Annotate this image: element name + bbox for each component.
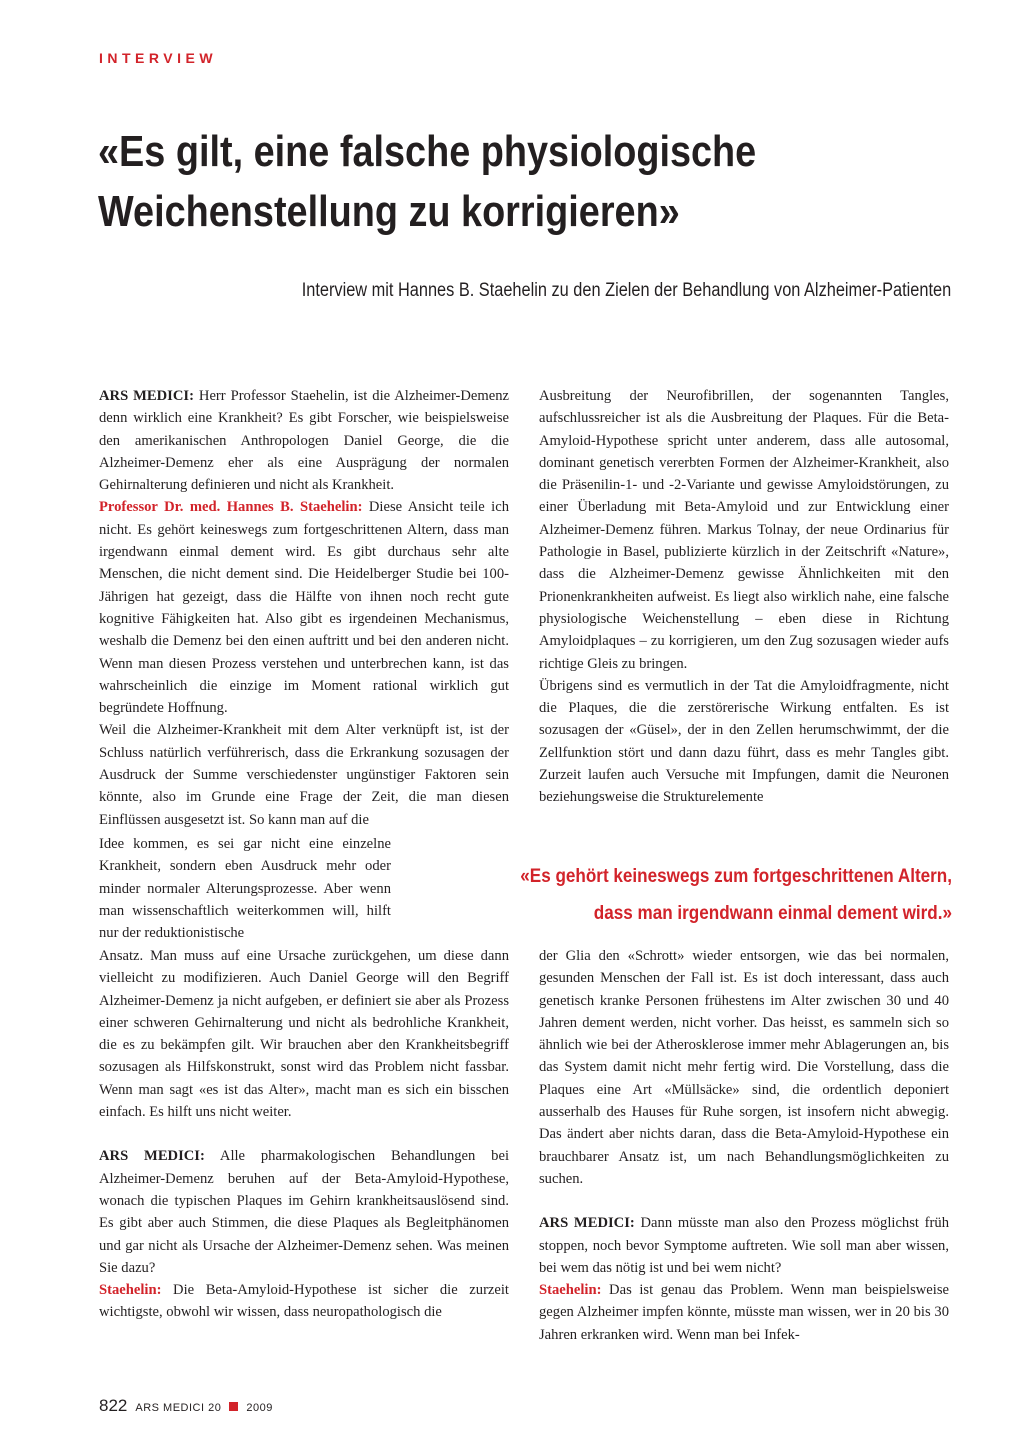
speaker-label-professor: Professor Dr. med. Hannes B. Staehelin: [99,499,363,516]
headline-line-2: Weichenstellung zu korrigieren» [98,187,680,236]
pull-quote-line-2: dass man irgendwann einmal dement wird.» [593,903,952,924]
red-square-icon [229,1402,238,1411]
left-column-top [99,385,509,831]
headline [98,122,855,242]
answer-2-text: Die Beta-Amyloid-Hypothese ist sicher die zurzeit wichtigste, obwohl wir wissen, dass neuropathologisch die [99,1282,509,1321]
pull-quote-line-1: «Es gehört keineswegs zum fortgeschrittenen Altern, [520,866,952,887]
issue-year: 2009 [246,1402,273,1414]
answer-3 [539,1279,949,1346]
speaker-label-staehelin: Staehelin: [99,1282,162,1299]
left-column-bottom [99,945,509,1324]
answer-3-text: Das ist genau das Problem. Wenn man beispielsweise gegen Alzheimer impfen könnte, müsste man wissen, wer in 20 bis 30 Jahren erkranken wird. Wenn man bei Infek- [539,1282,949,1343]
question-3-text: Dann müsste man also den Prozess möglichst früh stoppen, noch bevor Symptome auftreten. Wie soll man aber wissen, bei wem das nötig ist und bei wem nicht? [539,1215,950,1276]
speaker-label-ars-medici: ARS MEDICI: [99,1148,205,1165]
subtitle: Interview mit Hannes B. Staehelin zu den Zielen der Behandlung von Alzheimer-Patienten [301,280,951,301]
pull-quote [392,858,952,932]
answer-2 [99,1279,509,1324]
left-column-narrow [99,833,391,944]
answer-1 [99,496,509,719]
answer-2-paragraph-cont: Ausbreitung der Neurofibrillen, der sogenannten Tangles, aufschlussreicher ist als die Ausbreitung der Plaques. Für die Beta-Amyloid-Hypothese spricht unter anderem, dass alle autosomal, dominant genetisch vererbten Formen der Alzheimer-Krankheit, also die Präsenilin-1- und -2-Variante und gewisse Amyloidstörungen, zu einer Überladung mit Beta-Amyloid und zur Entwicklung einer Alzheimer-Demenz führen. Markus Tolnay, der neue Ordinarius für Pathologie in Basel, publizierte kürzlich in der Zeitschrift «Nature», dass die Alzheimer-Demenz gewisse Ähnlichkeiten mit den Prionenkrankheiten aufweist. Es liegt also wirklich nahe, eine falsche physiologische Weichenstellung – eben diese in Richtung Amyloidplaques – zu korrigieren, um den Zug sozusagen wieder aufs richtige Gleis zu bringen. [539,388,949,672]
question-1-text: Herr Professor Staehelin, ist die Alzheimer-Demenz denn wirklich eine Krankheit? Es gibt Forscher, wie beispielsweise den amerikanischen Anthropologen Daniel George, die die Alzheimer-Demenz eher als eine Ausprägung der normalen Gehirnalterung definieren und nicht als Krankheit. [99,388,510,494]
question-3 [539,1212,949,1279]
answer-1-paragraph-2: Weil die Alzheimer-Krankheit mit dem Alter verknüpft ist, ist der Schluss natürlich verführerisch, dass die Erkrankung sozusagen der Ausdruck der Summe verschiedenster ungünstiger Faktoren sein könnte, also im Grunde eine Frage der Zeit, die man diesen Einflüssen ausgesetzt ist. So kann man auf die [99,722,509,828]
answer-2-paragraph-3-end: der Glia den «Schrott» wieder entsorgen, wie das bei normalen, gesunden Menschen der Fall ist. Es ist doch interessant, dass auch genetisch kranke Personen frühestens im Alter zwischen 30 und 40 Jahren dement werden, nicht vorher. Das heisst, es sammeln sich so ähnlich wie bei der Atherosklerose immer mehr Ablagerungen an, bis das System damit nicht mehr fertig wird. Die Vorstellung, dass die Plaques eine Art «Müllsäcke» sind, die ordentlich deponiert ausserhalb des Hauses für Ruhe sorgen, ist insofern nicht abwegig. Das ändert aber nichts daran, dass die Beta-Amyloid-Hypothese ein brauchbarer Ansatz ist, um nach Behandlungsmöglichkeiten zu suchen. [539,948,949,1187]
question-1 [99,385,509,496]
speaker-label-staehelin: Staehelin: [539,1282,602,1299]
headline-line-1: «Es gilt, eine falsche physiologische [98,127,757,176]
journal-name: ARS MEDICI 20 [135,1402,222,1414]
answer-1-paragraph-2-cont: Idee kommen, es sei gar nicht eine einzelne Krankheit, sondern eben Ausdruck mehr oder minder normaler Alterungsprozesse. Aber wenn man wissenschaftlich weiterkommen will, hilft nur der reduktionistische [99,836,391,942]
right-column-bottom [539,945,949,1346]
answer-2-paragraph-3: Übrigens sind es vermutlich in der Tat die Amyloidfragmente, nicht die Plaques, die die zerstörerische Wirkung entfalten. Es ist sozusagen der «Güsel», der in den Zellen herumschwimmt, der die Zellfunktion stört und dann dazu führt, dass es mehr Tangles gibt. Zurzeit laufen auch Versuche mit Impfungen, damit die Neuronen beziehungsweise die Strukturelemente [539,677,949,806]
section-label: INTERVIEW [99,50,218,66]
page-footer [99,1396,273,1416]
answer-1-text: Diese Ansicht teile ich nicht. Es gehört keineswegs zum fortgeschrittenen Altern, dass man irgendwann einmal dement wird. Es gibt durchaus sehr alte Menschen, die nicht dement sind. Die Heidelberger Studie bei 100-Jährigen hat gezeigt, dass die Hälfte von ihnen noch recht gute kognitive Fähigkeiten hat. Also gibt es irgendeinen Mechanismus, weshalb die Demenz bei den einen auftritt und bei den anderen nicht. Wenn man diesen Prozess verstehen und unterbrechen kann, ist das wahrscheinlich die einzige im Moment rational wirklich gut begründete Hoffnung. [99,499,509,717]
speaker-label-ars-medici: ARS MEDICI: [539,1215,635,1232]
answer-1-paragraph-2-end: Ansatz. Man muss auf eine Ursache zurückgehen, um diese dann vielleicht zu modifizieren. Auch Daniel George will den Begriff Alzheimer-Demenz ja nicht aufgeben, er definiert sie aber als Prozess einer schweren Gehirnalterung und nicht als bedrohliche Krankheit, die es zu bekämpfen gilt. Wir brauchen aber den Krankheitsbegriff sozusagen als Hilfskonstrukt, sonst wird das Problem nicht fassbar. Wenn man sagt «es ist das Alter», macht man es sich ein bisschen einfach. Es hilft uns nicht weiter. [99,948,509,1121]
speaker-label-ars-medici: ARS MEDICI: [99,388,194,404]
right-column-top [539,385,949,809]
question-2-text: Alle pharmakologischen Behandlungen bei Alzheimer-Demenz beruhen auf der Beta-Amyloid-Hypothese, wonach die typischen Plaques im Gehirn krankheitsauslösend sind. Es gibt aber auch Stimmen, die diese Plaques als Begleitphänomen und gar nicht als Ursache der Alzheimer-Demenz sehen. Was meinen Sie dazu? [99,1148,509,1276]
question-2 [99,1145,509,1279]
page-number: 822 [99,1396,128,1415]
